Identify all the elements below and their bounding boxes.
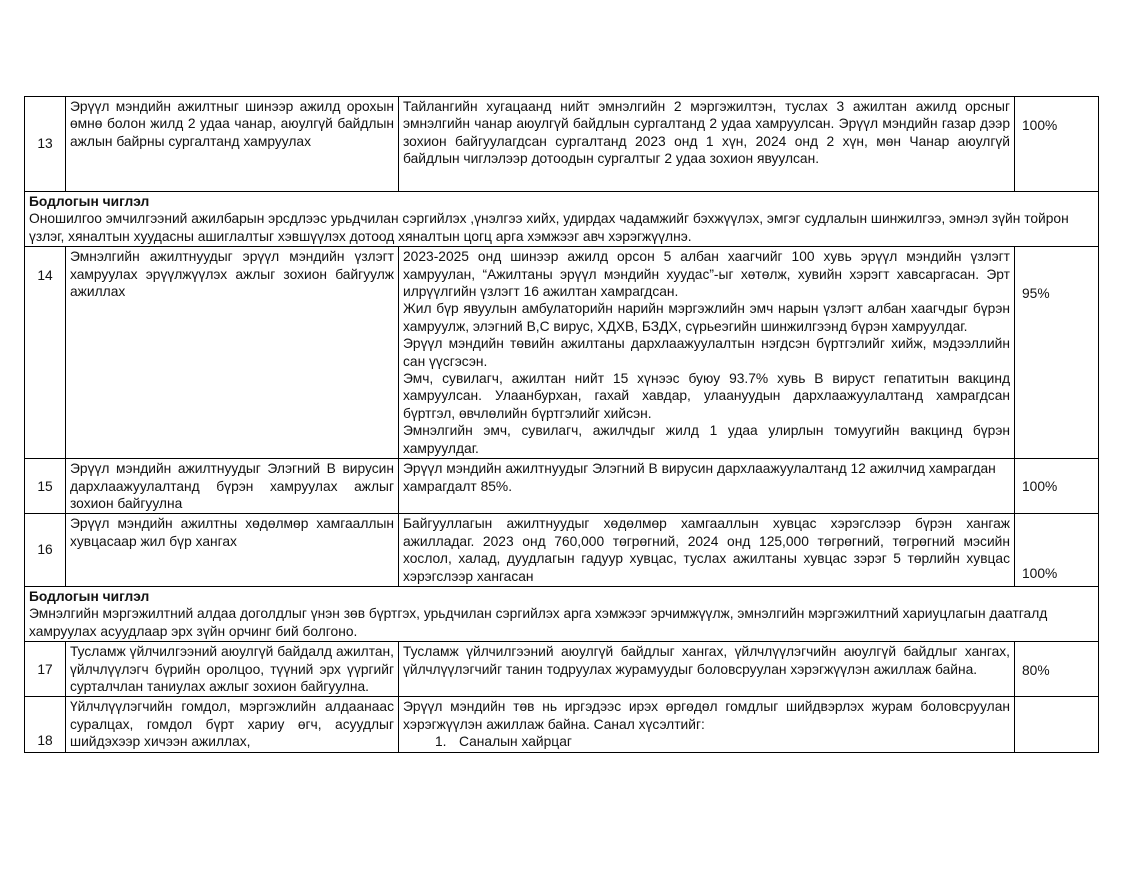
result-cell: Тайлангийн хугацаанд нийт эмнэлгийн 2 мэргэжилтэн, туслах 3 ажилтан ажилд орсныг эмнэлгийн чанар аюулгүй байдлын сургалтанд 2 удаа хамруулсан. Эрүүл мэндийн газар дээр зохион байгуулагдсан сургалтанд 2023 онд 1 хүн, 2024 онд 2 хүн, мөн Чанар аюулгүй байдлын чиглэлээр дотоодын сургалтыг 2 удаа зохион явуулсан. [399, 97, 1015, 192]
table-row [25, 459, 1099, 514]
result-cell [399, 247, 1015, 459]
result-line: 2023-2025 онд шинээр ажилд орсон 5 албан хаагчийг 100 хувь эрүүл мэндийн үзлэгт хамруулан, “Ажилтаны эрүүл мэндийн хуудас”-ыг хөтөлж, хувийн хэрэгт хавсаргасан. Эрт илрүүлгийн үзлэгт 16 ажилтан хамрагдсан. [403, 249, 1010, 300]
result-text: Эрүүл мэндийн төв нь иргэдээс ирэх өргөдөл гомдлыг шийдвэрлэх журам боловсруулан хэрэгжүүлэн ажиллаж байна. Санал хүсэлтийг: [403, 699, 1010, 732]
table-row [25, 642, 1099, 697]
policy-section [25, 192, 1099, 247]
table-row [25, 514, 1099, 587]
task-cell: Эмнэлгийн ажилтнуудыг эрүүл мэндийн үзлэгт хамруулах эрүүлжүүлэх ажлыг зохион байгуулж ажиллах [66, 247, 399, 459]
row-number: 14 [25, 247, 66, 459]
list-item [403, 733, 1010, 750]
policy-section [25, 586, 1099, 641]
section-row [25, 586, 1099, 641]
result-cell: Тусламж үйлчилгээний аюулгүй байдлыг хангах, үйлчлүүлэгчийн аюулгүй байдлыг хангах, үйлчлүүлэгчийг танин тодруулах журамуудыг боловсруулан хэрэгжүүлэн ажиллаж байна. [399, 642, 1015, 697]
list-number: 1. [435, 734, 447, 750]
percent-cell: 95% [1015, 247, 1099, 459]
activity-report-table [24, 96, 1099, 753]
result-cell [399, 697, 1015, 752]
percent-cell: 80% [1015, 642, 1099, 697]
table-row [25, 97, 1099, 192]
table-row [25, 697, 1099, 752]
section-title: Бодлогын чиглэл [29, 194, 150, 209]
section-row [25, 192, 1099, 247]
row-number: 16 [25, 514, 66, 587]
section-text: Эмнэлгийн мэргэжилтний алдаа доголдлыг үнэн зөв бүртгэх, урьдчилан сэргийлэх арга хэмжээг эрчимжүүлж, эмнэлгийн мэргэжилтний хариуцлагын даатгалд хамруулах асуудлаар эрх зүйн орчинг бий болгоно. [29, 606, 1048, 639]
result-cell: Эрүүл мэндийн ажилтнуудыг Элэгний В вирусин дархлаажуулалтанд 12 ажилчид хамрагдан хамрагдалт 85%. [399, 459, 1015, 514]
result-line: Эрүүл мэндийн төвийн ажилтаны дархлаажуулалтын нэгдсэн бүртгэлийг хийж, мэдээллийн сан үүсгэсэн. [403, 336, 1010, 369]
list-text: Саналын хайрцаг [459, 734, 572, 750]
percent-cell: 100% [1015, 514, 1099, 587]
result-line: Жил бүр явуулын амбулаторийн нарийн мэргэжлийн эмч нарын үзлэгт албан хаагчдыг бүрэн хамруулж, элэгний В,С вирус, ХДХВ, БЗДХ, сүрьеэгийн шинжилгээнд бүрэн хамруулдаг. [403, 301, 1010, 334]
task-cell: Үйлчлүүлэгчийн гомдол, мэргэжлийн алдаанаас суралцах, гомдол бүрт хариу өгч, асуудлыг шийдэхээр хичээн ажиллах, [66, 697, 399, 752]
row-number: 13 [25, 97, 66, 192]
table-row [25, 247, 1099, 459]
task-cell: Эрүүл мэндийн ажилтныг шинээр ажилд орохын өмнө болон жилд 2 удаа чанар, аюулгүй байдлын ажлын байрны сургалтанд хамруулах [66, 97, 399, 192]
percent-cell [1015, 697, 1099, 752]
section-text: Оношилгоо эмчилгээний ажилбарын эрсдлээс урьдчилан сэргийлэх ,үнэлгээ хийх, удирдах чадамжийг бэхжүүлэх, эмгэг судлалын шинжилгээ, эмнэл зүйн тойрон үзлэг, хяналтын хуудасны ашиглалтыг хэвшүүлэх дотоод хяналтын цогц арга хэмжээг авч хэрэгжүүлнэ. [29, 211, 1069, 244]
task-cell: Эрүүл мэндийн ажилтнуудыг Элэгний В вирусин дархлаажуулалтанд бүрэн хамруулах ажлыг зохион байгуулна [66, 459, 399, 514]
row-number: 15 [25, 459, 66, 514]
percent-cell: 100% [1015, 459, 1099, 514]
result-line: Эмч, сувилагч, ажилтан нийт 15 хүнээс буюу 93.7% хувь В вируст гепатитын вакцинд хамруулсан. Улаанбурхан, гахай хавдар, улаануудын дархлаажуулалтанд хамрагдсан бүртгэл, өвчлөлийн бүртгэлийг хийсэн. [403, 371, 1010, 421]
percent-cell: 100% [1015, 97, 1099, 192]
section-title: Бодлогын чиглэл [29, 588, 150, 604]
result-cell: Байгууллагын ажилтнуудыг хөдөлмөр хамгааллын хувцас хэрэгслээр бүрэн хангаж ажилладаг. 2023 онд 760,000 төгрөгний, 2024 онд 125,000 төгрөгний, төгрөгний мэсийн хослол, халад, дуудлагын гадуур хувцас, туслах ажилтаны хувцас зэрэг 5 төрлийн хувцас хэрэгслээр хангасан [399, 514, 1015, 587]
row-number: 18 [25, 697, 66, 752]
result-line: Эмнэлгийн эмч, сувилагч, ажилчдыг жилд 1 удаа улирлын томуугийн вакцинд бүрэн хамруулдаг. [403, 423, 1010, 456]
row-number: 17 [25, 642, 66, 697]
task-cell: Эрүүл мэндийн ажилтны хөдөлмөр хамгааллын хувцасаар жил бүр хангах [66, 514, 399, 587]
task-cell: Тусламж үйлчилгээний аюулгүй байдалд ажилтан, үйлчлүүлэгч бүрийн оролцоо, түүний эрх үүргийг сурталчлан таниулах ажлыг зохион байгуулна. [66, 642, 399, 697]
